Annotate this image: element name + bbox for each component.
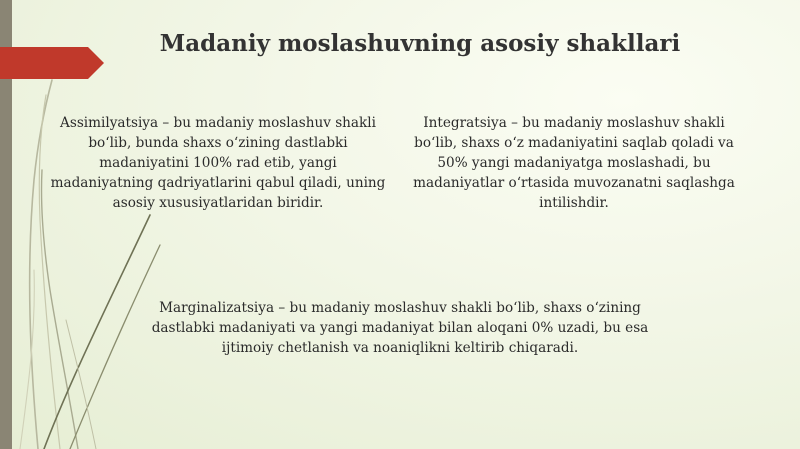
integration-text: Integratsiya – bu madaniy moslashuv shakli bo‘lib, shaxs o‘z madaniyatini saqlab qoladi va 50% yangi madaniyatga moslashadi, bu madaniyatlar o‘rtasida muvozanatni saqlashga intilishdir. [413, 115, 735, 211]
marginalization-text: Marginalizatsiya – bu madaniy moslashuv shakli bo‘lib, shaxs o‘zining dastlabki madaniyati va yangi madaniyat bilan aloqani 0% uzadi, bu esa ijtimoiy chetlanish va noaniqlikni keltirib chiqaradi. [151, 300, 649, 356]
assimilation-text: Assimilyatsiya – bu madaniy moslashuv shakli bo‘lib, bunda shaxs o‘zining dastlabki madaniyatini 100% rad etib, yangi madaniyatning qadriyatlarini qabul qiladi, uning asosiy xususiyatlaridan biridir. [50, 115, 386, 211]
red-arrow-shape [0, 47, 104, 79]
slide-title: Madaniy moslashuvning asosiy shakllari [159, 30, 681, 57]
